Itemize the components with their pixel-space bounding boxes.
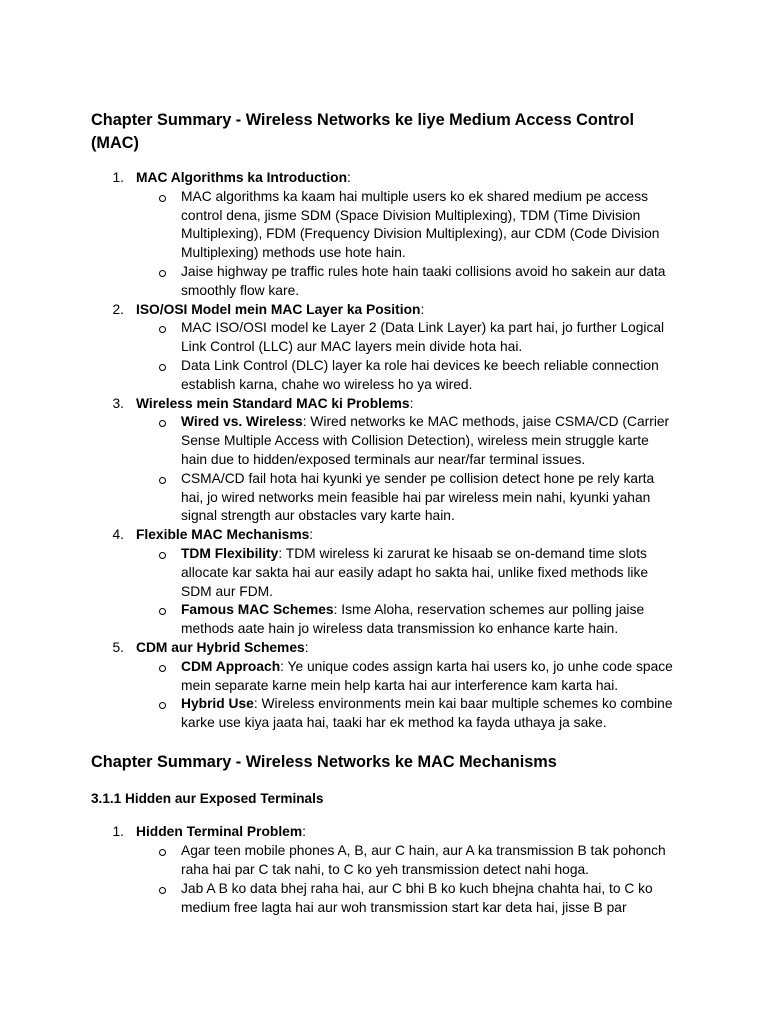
bullet-text	[181, 695, 677, 733]
bullet-term: CDM Approach	[181, 658, 281, 674]
bullet-text: Jab A B ko data bhej raha hai, aur C bhi B ko kuch bhejna chahta hai, to C ko medium free lagta hai aur woh transmission start kar deta hai, jisse B par	[181, 880, 653, 915]
bullet-marker	[136, 880, 181, 918]
section-title: Chapter Summary - Wireless Networks ke liye Medium Access Control (MAC)	[91, 110, 635, 152]
hollow-circle-bullet-icon	[159, 364, 166, 371]
list-item-heading	[91, 395, 677, 414]
list-item-label: CDM aur Hybrid Schemes	[136, 640, 305, 656]
hollow-circle-bullet-icon	[159, 887, 166, 894]
list-item-title	[136, 526, 677, 545]
list-item-colon: :	[304, 640, 309, 656]
list-number: 4.	[112, 527, 124, 543]
list-item	[91, 823, 677, 917]
list-item-heading	[91, 823, 677, 842]
list-number: 1.	[112, 824, 124, 840]
bullet-marker	[136, 413, 181, 469]
bullet-marker	[136, 601, 181, 639]
list-item	[91, 639, 677, 733]
bullet-item	[136, 263, 677, 301]
bullet-item	[136, 357, 677, 395]
hollow-circle-bullet-icon	[159, 326, 166, 333]
document-content	[91, 109, 677, 918]
list-number: 3.	[112, 395, 124, 411]
bullet-item	[136, 470, 677, 526]
list-item-heading	[91, 301, 677, 320]
list-item-colon: :	[409, 395, 414, 411]
list-item	[91, 301, 677, 395]
bullet-text	[181, 413, 677, 469]
numbered-list	[91, 823, 677, 917]
bullet-term: Famous MAC Schemes	[181, 602, 334, 618]
bullet-text	[181, 545, 677, 601]
bullet-text: Data Link Control (DLC) layer ka role hai devices ke beech reliable connection establish karna, chahe wo wireless ho ya wired.	[181, 358, 659, 392]
list-item-title	[136, 301, 677, 320]
list-item	[91, 395, 677, 527]
bullet-text: MAC ISO/OSI model ke Layer 2 (Data Link Layer) ka part hai, jo further Logical Link Control (LLC) aur MAC layers mein divide hota hai.	[181, 320, 665, 355]
list-number: 5.	[112, 640, 124, 656]
bullet-item	[136, 842, 677, 880]
list-item-label: Flexible MAC Mechanisms	[136, 527, 310, 543]
hollow-circle-bullet-icon	[159, 195, 166, 202]
bullet-item	[136, 319, 677, 357]
list-item-colon: :	[302, 824, 306, 840]
bullet-item	[136, 880, 677, 918]
bullet-item	[136, 695, 677, 733]
list-item-heading	[91, 169, 677, 188]
list-item-title	[136, 169, 677, 188]
list-item	[91, 526, 677, 639]
bullet-text: CSMA/CD fail hota hai kyunki ye sender pe collision detect hone pe rely karta hai, jo wired networks mein feasible hai par wireless mein nahi, kyunki yahan signal strength aur obstacles vary karte hain.	[181, 470, 655, 524]
hollow-circle-bullet-icon	[159, 477, 166, 484]
list-item-colon: :	[347, 170, 351, 186]
list-number: 2.	[112, 301, 124, 317]
list-item-heading	[91, 639, 677, 658]
list-item-label: ISO/OSI Model mein MAC Layer ka Position	[136, 301, 421, 317]
numbered-list	[91, 169, 677, 733]
bullet-description: : Wireless environments mein kai baar multiple schemes ko combine karke use kiya jaata hai, taaki har ek method ka fayda uthaya ja sake.	[181, 696, 673, 731]
bullet-item	[136, 545, 677, 601]
hollow-circle-bullet-icon	[159, 420, 166, 427]
bullet-text: Jaise highway pe traffic rules hote hain taaki collisions avoid ho sakein aur data smoothly flow kare.	[181, 264, 666, 298]
list-item-label: MAC Algorithms ka Introduction	[136, 170, 348, 186]
list-item-colon: :	[309, 527, 314, 543]
bullet-marker	[136, 263, 181, 301]
bullet-description: : Wired networks ke MAC methods, jaise CSMA/CD (Carrier Sense Multiple Access with Collision Detection), wireless mein struggle karte hain due to hidden/exposed terminals aur near/far terminal issues.	[181, 414, 670, 468]
list-item-label: Hidden Terminal Problem	[136, 824, 303, 840]
list-item-title	[136, 639, 677, 658]
bullet-description: : TDM wireless ki zarurat ke hisaab se on-demand time slots allocate kar sakta hai aur easily adapt ho sakta hai, unlike fixed methods like SDM aur FDM.	[181, 546, 649, 599]
list-number: 1.	[112, 170, 124, 186]
bullet-item	[136, 658, 677, 696]
bullet-marker	[136, 319, 181, 357]
subsection-title: 3.1.1 Hidden aur Exposed Terminals	[91, 791, 324, 807]
bullet-text	[181, 601, 677, 639]
bullet-description: : Ye unique codes assign karta hai users ko, jo unhe code space mein separate karne mein help karta hai aur interference kam karta hai.	[181, 658, 673, 693]
bullet-item	[136, 601, 677, 639]
hollow-circle-bullet-icon	[159, 665, 166, 672]
list-item-title	[136, 823, 677, 842]
bullet-marker	[136, 695, 181, 733]
bullet-item	[136, 188, 677, 263]
list-item-label: Wireless mein Standard MAC ki Problems	[136, 395, 410, 411]
hollow-circle-bullet-icon	[159, 552, 166, 559]
hollow-circle-bullet-icon	[159, 849, 166, 856]
bullet-marker	[136, 470, 181, 526]
bullet-marker	[136, 658, 181, 696]
list-item-title	[136, 395, 677, 414]
bullet-term: Wired vs. Wireless	[181, 414, 303, 430]
list-item-heading	[91, 526, 677, 545]
bullet-marker	[136, 357, 181, 395]
bullet-marker	[136, 842, 181, 880]
list-item	[91, 169, 677, 301]
bullet-marker	[136, 188, 181, 263]
bullet-description: : Isme Aloha, reservation schemes aur polling jaise methods aate hain jo wireless data transmission ko enhance karte hain.	[181, 602, 645, 637]
hollow-circle-bullet-icon	[159, 608, 166, 615]
bullet-text: Agar teen mobile phones A, B, aur C hain, aur A ka transmission B tak pohonch raha hai par C tak nahi, to C ko yeh transmission detect nahi hoga.	[181, 843, 666, 878]
bullet-text: MAC algorithms ka kaam hai multiple users ko ek shared medium pe access control dena, jisme SDM (Space Division Multiplexing), TDM (Time Division Multiplexing), FDM (Frequency Division Multiplexing), aur CDM (Code Division Multiplexing) methods use hote hain.	[181, 188, 660, 261]
bullet-term: Hybrid Use	[181, 696, 254, 712]
bullet-marker	[136, 545, 181, 601]
section-title: Chapter Summary - Wireless Networks ke MAC Mechanisms	[91, 753, 557, 772]
hollow-circle-bullet-icon	[159, 702, 166, 709]
hollow-circle-bullet-icon	[159, 270, 166, 277]
list-item-colon: :	[420, 301, 425, 317]
bullet-text	[181, 658, 677, 696]
bullet-term: TDM Flexibility	[181, 546, 279, 562]
bullet-item	[136, 413, 677, 469]
